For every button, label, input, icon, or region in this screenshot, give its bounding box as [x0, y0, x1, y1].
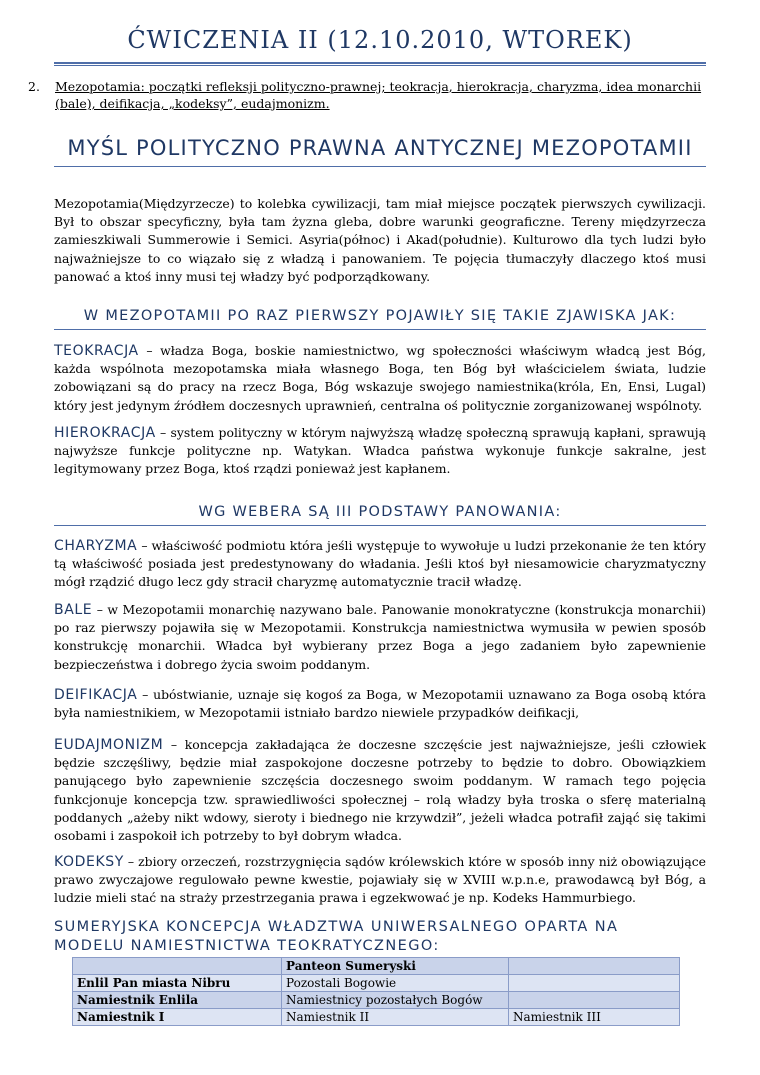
charyzma-text: – właściwość podmiotu która jeśli występuje to wywołuje u ludzi przekonanie że ten który tą właściwość posiada jest predestynowany do władania. Jeśli ktoś był niesamowicie charyzmatyczny mógł rządzić długo lecz gdy stracił charyzmę automatycznie tracił władzę. — [54, 538, 706, 590]
table-cell — [509, 958, 680, 975]
table-row — [73, 992, 680, 1009]
heading-phenomena: W MEZOPOTAMII PO RAZ PIERWSZY POJAWIŁY SIĘ TAKIE ZJAWISKA JAK: — [83, 308, 677, 324]
table-cell — [509, 975, 680, 992]
table-cell: Namiestnik II — [282, 1009, 509, 1026]
table-cell: Namiestnik III — [509, 1009, 680, 1026]
table-row — [73, 958, 680, 975]
title-rule — [54, 62, 706, 64]
heading-phenomena-rule — [54, 329, 706, 330]
eudajmonizm-term: EUDAJMONIZM — [54, 737, 164, 753]
table-cell: Enlil Pan miasta Nibru — [73, 975, 282, 992]
topic-number: 2. — [28, 79, 40, 94]
charyzma-term: CHARYZMA — [54, 538, 138, 554]
table-cell — [73, 958, 282, 975]
deifikacja-text: – ubóstwianie, uznaje się kogoś za Boga, w Mezopotamii uznawano za Boga osobą która była namiestnikiem, w Mezopotamii istniało bardzo niewiele przypadków deifikacji, — [54, 687, 706, 721]
deifikacja-paragraph — [54, 686, 706, 722]
kodeksy-paragraph — [54, 853, 706, 908]
heading-main-rule — [54, 166, 706, 167]
eudajmonizm-text: – koncepcja zakładająca że doczesne szczęście jest najważniejsze, jeśli człowiek będzie szczęśliwy, będzie miał zaspokojone doczesne potrzeby to będzie to dobro. Obowiązkiem panującego było zapewnienie szczęścia doczesnego swoim poddanym. W ramach tego pojęcia funkcjonuje koncepcja tzw. sprawiedliwości społecznej – rolą władzy była troska o sferę materialną poddanych „ażeby nikt wdowy, sieroty i biednego nie krzywdził”, jeżeli władca potrafił zająć się takimi osobami i zaspokoił ich potrzeby to był dobrym władca. — [54, 737, 706, 844]
hierokracja-paragraph — [54, 424, 706, 479]
eudajmonizm-paragraph — [54, 736, 706, 845]
bale-text: – w Mezopotamii monarchię nazywano bale. Panowanie monokratyczne (konstrukcja monarchii) po raz pierwszy pojawiła się w Mezopotamii. Konstrukcja namiestnictwa wymusiła w pewien sposób konstrukcję monarchii. Władca był wybierany przez Boga a jego zadaniem było zapewnienie bezpieczeństwa i dobrego życia swoim poddanym. — [54, 602, 706, 672]
bale-term: BALE — [54, 602, 93, 618]
charyzma-paragraph — [54, 537, 706, 592]
table-cell: Namiestnik Enlila — [73, 992, 282, 1009]
table-row — [73, 1009, 680, 1026]
kodeksy-text: – zbiory orzeczeń, rozstrzygnięcia sądów królewskich które w sposób inny niż obowiązujące prawo zwyczajowe regulowało pewne kwestie, pojawiały się w XVIII w.p.n.e, prawodawcą był Bóg, a ludzie mieli stać na straży przestrzegania prawa i egzekwować je np. Kodeks Hammurbiego. — [54, 854, 706, 906]
table-cell: Panteon Sumeryski — [282, 958, 509, 975]
intro-paragraph: Mezopotamia(Międzyrzecze) to kolebka cywilizacji, tam miał miejsce początek pierwszych cywilizacji. Był to obszar specyficzny, była tam żyzna gleba, dobre warunki geograficzne. Tereny międzyrzecza zamieszkiwali Summerowie i Semici. Asyria(północ) i Akad(południe). Kulturowo dla tych ludzi było najważniejsze to co wiązało się z władzą i panowaniem. Te pojęcia tłumaczyły dlaczego ktoś musi panować a ktoś inny musi tej władzy być podporządkowany. — [54, 196, 706, 284]
teokracja-term: TEOKRACJA — [54, 343, 139, 359]
teokracja-text: – władza Boga, boskie namiestnictwo, wg społeczności właściwym władcą jest Bóg, każda wspólnota mezopotamska miała własnego Boga, ten Bóg był właścicielem świata, ludzie zobowiązani są do pracy na rzecz Boga, Bóg wskazuje swojego namiestnika(króla, En, Ensi, Lugal) który jest jedynym źródłem doczesnych uprawnień, centralna oś politycznie zorganizowanej wspólnoty. — [54, 343, 706, 413]
teokracja-paragraph — [54, 342, 706, 415]
title-rule-secondary — [54, 65, 706, 66]
heading-weber-rule — [54, 525, 706, 526]
table-cell: Namiestnik I — [73, 1009, 282, 1026]
table-cell: Namiestnicy pozostałych Bogów — [282, 992, 509, 1009]
bale-paragraph — [54, 601, 706, 674]
heading-sumer: SUMERYJSKA KONCEPCJA WŁADZTWA UNIWERSALNEGO OPARTA NA MODELU NAMIESTNICTWA TEOKRATYCZNEGO: — [54, 919, 619, 954]
page-title: ĆWICZENIA II (12.10.2010, WTOREK) — [127, 26, 633, 54]
table-cell: Pozostali Bogowie — [282, 975, 509, 992]
hierokracja-term: HIEROKRACJA — [54, 425, 156, 441]
kodeksy-term: KODEKSY — [54, 854, 124, 870]
heading-main: MYŚL POLITYCZNO PRAWNA ANTYCZNEJ MEZOPOTAMII — [67, 136, 693, 160]
hierokracja-text: – system polityczny w którym najwyższą władzę społeczną sprawują kapłani, sprawują najwyższe funkcje polityczne np. Watykan. Władca państwa wykonuje funkcje sakralne, jest legitymowany przez Boga, ktoś rządzi ponieważ jest kapłanem. — [54, 425, 706, 477]
table-cell — [509, 992, 680, 1009]
hierarchy-table — [72, 957, 680, 1026]
deifikacja-term: DEIFIKACJA — [54, 687, 138, 703]
heading-weber: WG WEBERA SĄ III PODSTAWY PANOWANIA: — [198, 504, 562, 520]
table-row — [73, 975, 680, 992]
topic-text: Mezopotamia: początki refleksji polityczno-prawnej; teokracja, hierokracja, charyzma, idea monarchii (bale), deifikacja, „kodeksy”, eudajmonizm. — [55, 79, 702, 111]
